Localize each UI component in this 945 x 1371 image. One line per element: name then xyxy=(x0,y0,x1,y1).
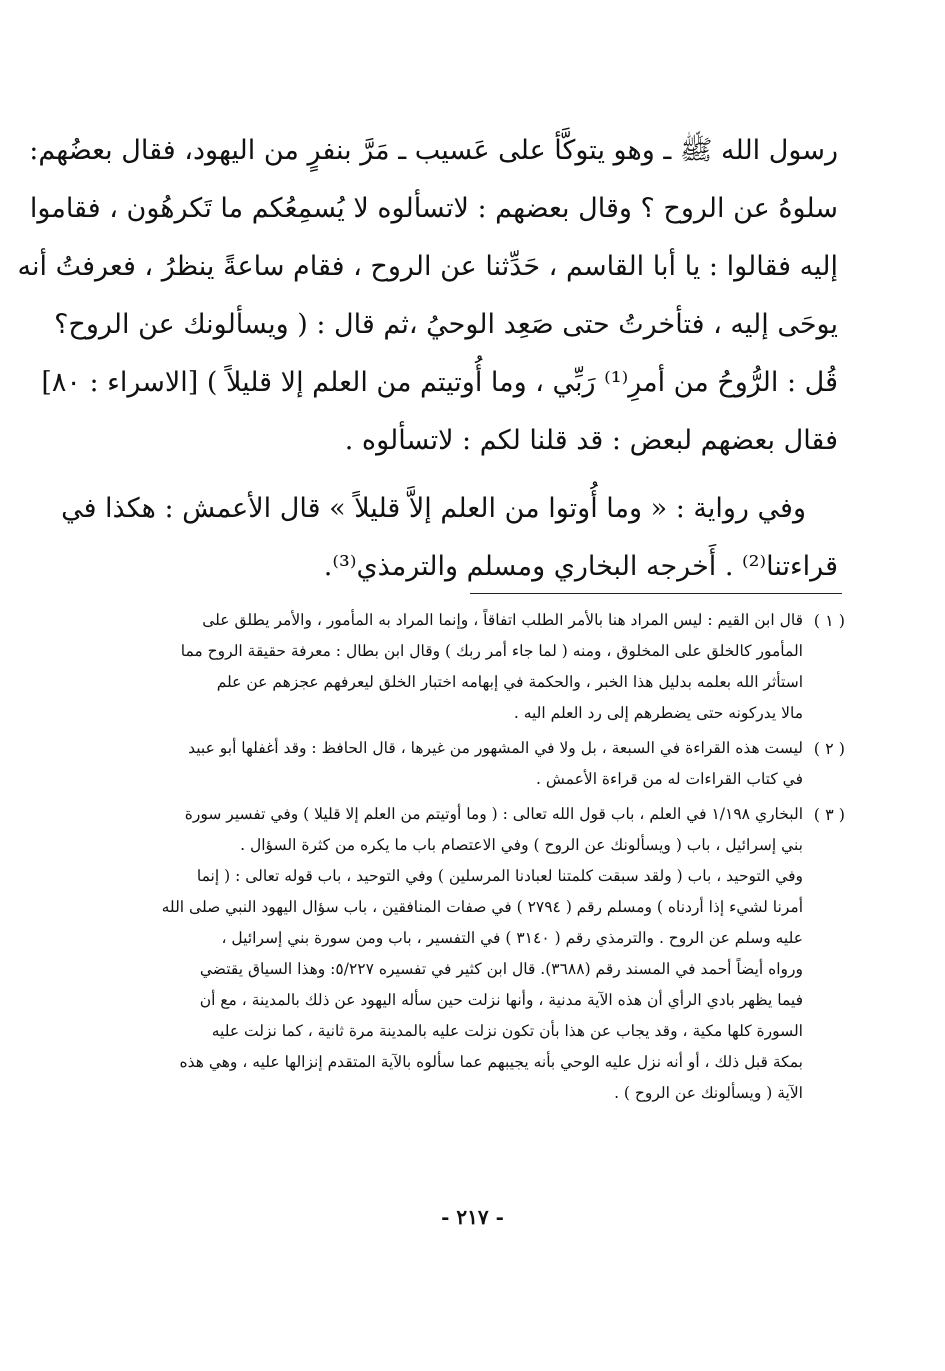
footnote-number: ( ٣ ) xyxy=(813,805,845,824)
main-text-line: رسول الله ﷺ ـ وهو يتوكَّأ على عَسيب ـ مَرَّ بنفرٍ من اليهود، فقال بعضُهم: xyxy=(29,135,838,166)
footnote-number: ( ٢ ) xyxy=(813,739,845,758)
footnote-line: بني إسرائيل ، باب ( ويسألونك عن الروح ) وفي الاعتصام باب ما يكره من كثرة السؤال . xyxy=(240,836,803,854)
main-text-line: يوحَى إليه ، فتأخرتُ حتى صَعِد الوحيُ ،ثم قال : ( ويسألونك عن الروح؟ xyxy=(54,309,838,340)
main-text-block xyxy=(17,122,838,596)
footnote-1 xyxy=(103,605,845,729)
footnote-body xyxy=(103,733,803,795)
footnote-line: قال ابن القيم : ليس المراد هنا بالأمر الطلب اتفاقاً ، وإنما المراد به المأمور ، والأمر يطلق على xyxy=(202,611,803,629)
footnote-body xyxy=(103,605,803,729)
main-text-line: سلوهُ عن الروح ؟ وقال بعضهم : لاتسألوه لا يُسمِعُكم ما تَكرهُون ، فقاموا xyxy=(29,193,838,224)
footnote-line: فيما يظهر بادي الرأي أن هذه الآية مدنية ، وأنها نزلت حين سأله اليهود عن ذلك بالمدينة ، مع أن xyxy=(199,991,803,1009)
footnotes-block xyxy=(103,605,845,1113)
footnote-3 xyxy=(103,799,845,1109)
main-text-line: وفي رواية : « وما أُوتوا من العلم إلاَّ قليلاً » قال الأعمش : هكذا في xyxy=(61,493,806,524)
footnote-line: في كتاب القراءات له من قراءة الأعمش . xyxy=(536,770,803,788)
page-number: - ٢١٧ - xyxy=(441,1205,504,1229)
footnote-line: وفي التوحيد ، باب ( ولقد سبقت كلمتنا لعبادنا المرسلين ) وفي التوحيد ، باب قوله تعالى : ( إنما xyxy=(196,867,803,885)
footnote-line: مالا يدركونه حتى يضطرهم إلى رد العلم اليه . xyxy=(513,704,803,722)
footnote-line: ورواه أيضاً أحمد في المسند رقم (٣٦٨٨). قال ابن كثير في تفسيره ٥/٢٢٧: وهذا السياق يقتضي xyxy=(199,960,803,978)
footnote-line: بمكة قبل ذلك ، أو أنه نزل عليه الوحي بأنه يجيبهم عما سألوه بالآية المتقدم إنزالها عليه ، وهي هذه xyxy=(179,1053,803,1071)
footnote-line: ليست هذه القراءة في السبعة ، بل ولا في المشهور من غيرها ، قال الحافظ : وقد أغفلها أبو عبيد xyxy=(188,739,803,757)
footnote-line: السورة كلها مكية ، وقد يجاب عن هذا بأن تكون نزلت عليه بالمدينة مرة ثانية ، كما نزلت عليه xyxy=(211,1022,803,1040)
footnote-separator xyxy=(470,593,842,594)
footnote-line: المأمور كالخلق على المخلوق ، ومنه ( لما جاء أمر ربك ) وقال ابن بطال : معرفة حقيقة الروح مما xyxy=(180,642,803,660)
main-text-line: قُل : الرُّوحُ من أمرِ⁽¹⁾ رَبِّي ، وما أُوتيتم من العلم إلا قليلاً ) [الاسراء : ٨٠] xyxy=(41,367,838,398)
footnote-body xyxy=(103,799,803,1109)
main-text-line: قراءتنا⁽²⁾ . أَخرجه البخاري ومسلم والترمذي⁽³⁾. xyxy=(323,551,838,582)
main-text-line: إليه فقالوا : يا أبا القاسم ، حَدِّثنا عن الروح ، فقام ساعةً ينظرُ ، فعرفتُ أنه xyxy=(17,251,838,282)
footnote-number: ( ١ ) xyxy=(813,611,845,630)
footnote-line: أمرنا لشيء إذا أردناه ) ومسلم رقم ( ٢٧٩٤ ) في صفات المنافقين ، باب سؤال اليهود النبي صلى الله xyxy=(161,898,803,916)
footnote-line: الآية ( ويسألونك عن الروح ) . xyxy=(614,1084,803,1102)
footnote-line: عليه وسلم عن الروح . والترمذي رقم ( ٣١٤٠ ) في التفسير ، باب ومن سورة بني إسرائيل ، xyxy=(221,929,803,947)
footnote-2 xyxy=(103,733,845,795)
footnote-line: البخاري ١/١٩٨ في العلم ، باب قول الله تعالى : ( وما أوتيتم من العلم إلا قليلا ) وفي تفسير سورة xyxy=(184,805,803,823)
footnote-line: استأثر الله بعلمه بدليل هذا الخبر ، والحكمة في إبهامه اختبار الخلق ليعرفهم عجزهم عن علم xyxy=(216,673,803,691)
main-text-line: فقال بعضهم لبعض : قد قلنا لكم : لاتسألوه . xyxy=(344,425,838,456)
